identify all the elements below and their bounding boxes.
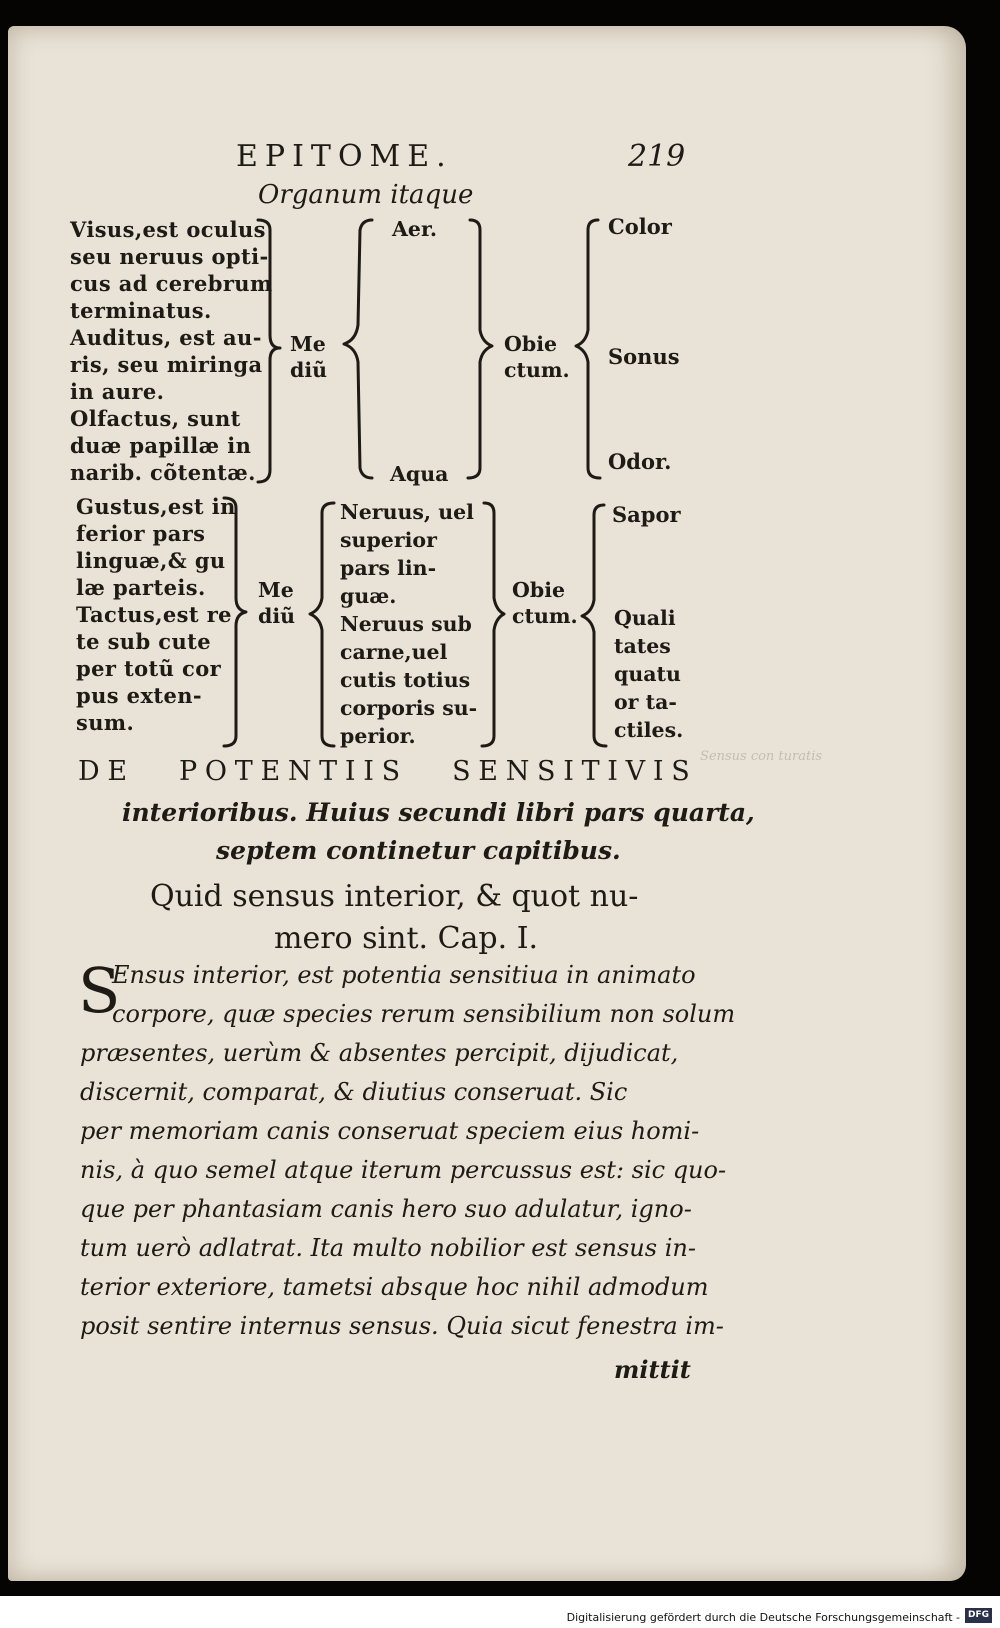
medium-label: Me <box>258 578 294 602</box>
organ-line: Tactus,est re <box>76 602 232 627</box>
section-heading: DE POTENTIIS SENSITIVIS <box>78 756 698 787</box>
object-label: Obie <box>504 332 558 356</box>
medium-label: diũ <box>258 604 296 628</box>
organ-line: narib. cõtentæ. <box>70 460 256 485</box>
object-item: Sapor <box>612 502 681 527</box>
organ-line: terminatus. <box>70 298 212 323</box>
medium-item: Aqua <box>390 462 449 486</box>
medium-label: diũ <box>290 358 328 382</box>
medium-item: Neruus sub <box>340 612 472 636</box>
organ-line: ferior pars <box>76 521 206 546</box>
organ-line: in aure. <box>70 379 165 404</box>
organ-line: Auditus, est au- <box>70 325 262 350</box>
object-item: ctiles. <box>614 718 684 742</box>
medium-item: perior. <box>340 724 416 748</box>
organ-line: Gustus,est in <box>76 494 236 519</box>
object-item: Color <box>608 214 672 239</box>
page-number: 219 <box>628 139 686 174</box>
organ-line: Olfactus, sunt <box>70 406 241 431</box>
body-line: posit sentire internus sensus. Quia sicut fenestra im- <box>80 1312 724 1340</box>
organ-line: duæ papillæ in <box>70 433 252 458</box>
organ-line: Visus,est oculus <box>70 217 266 242</box>
organ-line: sum. <box>76 710 135 735</box>
margin-bleed: Sensus con turatis <box>700 749 823 764</box>
medium-item: corporis su- <box>340 696 478 720</box>
medium-item: cutis totius <box>340 668 471 692</box>
object-item: tates <box>614 634 671 658</box>
organ-line: per totũ cor <box>76 656 222 681</box>
body-line: per memoriam canis conseruat speciem eius homi- <box>80 1117 700 1145</box>
organ-line: ris, seu miringa <box>70 352 263 377</box>
object-item: Quali <box>614 606 676 630</box>
chapter-title: mero sint. Cap. I. <box>274 921 539 956</box>
section-subheading: interioribus. Huius secundi libri pars quarta, <box>122 798 755 827</box>
medium-label: Me <box>290 332 326 356</box>
section-subheading: septem continetur capitibus. <box>216 836 621 865</box>
body-line: terior exteriore, tametsi absque hoc nihil admodum <box>80 1273 709 1301</box>
drop-cap: S <box>78 954 121 1027</box>
object-item: Odor. <box>608 449 672 474</box>
organ-line: læ parteis. <box>76 575 206 600</box>
organ-line: te sub cute <box>76 629 211 654</box>
digitization-credit: Digitalisierung gefördert durch die Deutsche Forschungsgemeinschaft - <box>566 1611 960 1624</box>
object-label: Obie <box>512 578 566 602</box>
object-item: Sonus <box>608 344 680 369</box>
organ-line: pus exten- <box>76 683 203 708</box>
medium-item: carne,uel <box>340 640 448 664</box>
object-label: ctum. <box>504 358 570 382</box>
body-line: corpore, quæ species rerum sensibilium non solum <box>112 1000 736 1028</box>
medium-item: pars lin- <box>340 556 437 580</box>
object-item: or ta- <box>614 690 677 714</box>
chapter-title: Quid sensus interior, & quot nu- <box>150 879 639 914</box>
organ-line: seu neruus opti- <box>70 244 269 269</box>
medium-item: superior <box>340 528 437 552</box>
dfg-logo: DFG <box>965 1608 992 1623</box>
organ-line: linguæ,& gu <box>76 548 226 573</box>
object-item: quatu <box>614 662 681 686</box>
medium-item: guæ. <box>340 584 397 608</box>
organ-line: cus ad cerebrum <box>70 271 273 296</box>
table-title: Organum itaque <box>258 180 474 210</box>
body-line: præsentes, uerùm & absentes percipit, dijudicat, <box>80 1039 679 1067</box>
medium-item: Aer. <box>392 217 438 241</box>
running-title: EPITOME. <box>236 139 453 174</box>
body-line: Ensus interior, est potentia sensitiua in animato <box>112 961 696 989</box>
body-line: nis, à quo semel atque iterum percussus est: sic quo- <box>80 1156 727 1184</box>
body-line: que per phantasiam canis hero suo adulatur, igno- <box>80 1195 692 1223</box>
body-line: tum uerò adlatrat. Ita multo nobilior est sensus in- <box>80 1234 696 1262</box>
medium-item: Neruus, uel <box>340 500 474 524</box>
object-label: ctum. <box>512 604 578 628</box>
body-line: discernit, comparat, & diutius conseruat. Sic <box>80 1078 628 1106</box>
catchword: mittit <box>614 1355 691 1384</box>
